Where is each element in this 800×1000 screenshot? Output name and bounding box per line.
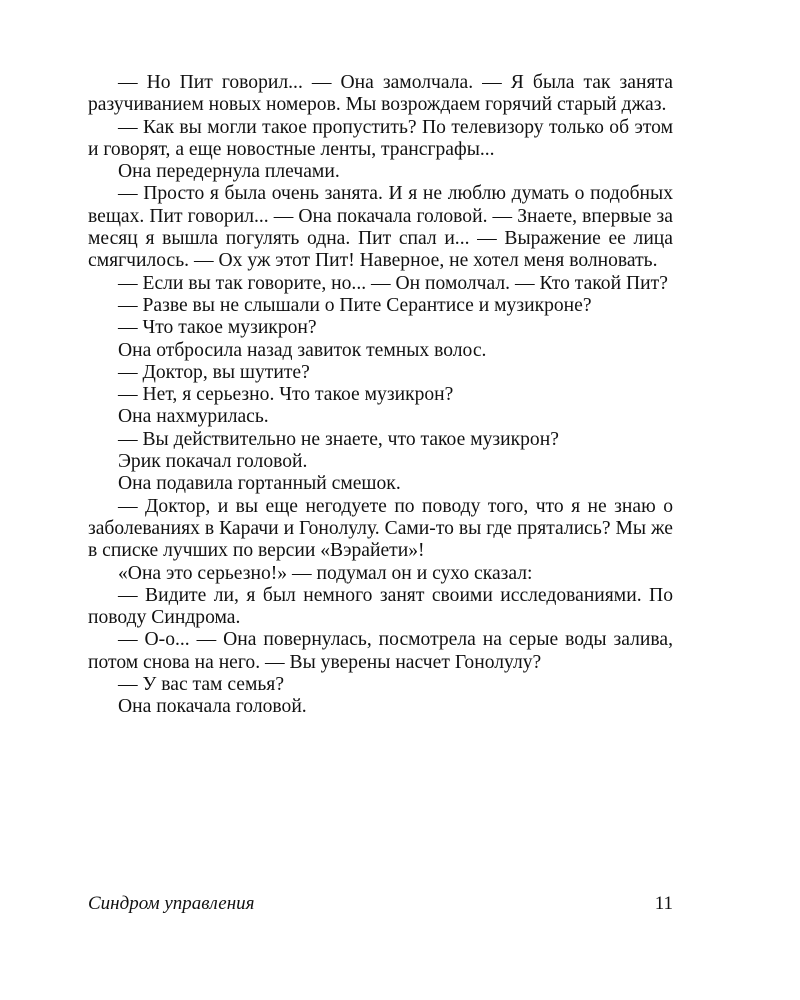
book-page-text xyxy=(88,72,673,719)
paragraph: Она нахмурилась. xyxy=(118,406,269,428)
paragraph: Она покачала головой. xyxy=(118,696,307,718)
paragraph: Она подавила гортанный смешок. xyxy=(118,473,401,495)
paragraph: — Просто я была очень занята. И я не люблю думать о подобных вещах. Пит говорил... — Она покачала головой. — Знаете, впервые за месяц я вышла погулять одна. Пит спал и... — Выражение ее лица смягчилось. — Ох уж этот Пит! Наверное, не хотел меня волновать. xyxy=(88,183,673,272)
paragraph: — Доктор, и вы еще негодуете по поводу того, что я не знаю о заболеваниях в Карачи и Гонолулу. Сами-то вы где прятались? Мы же в списке лучших по версии «Вэрайети»! xyxy=(88,495,673,562)
paragraph: — Видите ли, я был немного занят своими исследованиями. По поводу Синдрома. xyxy=(88,584,673,629)
paragraph: — Доктор, вы шутите? xyxy=(118,361,310,383)
paragraph: — Вы действительно не знаете, что такое музикрон? xyxy=(118,428,559,450)
paragraph: — У вас там семья? xyxy=(118,674,285,696)
paragraph: — Если вы так говорите, но... — Он помолчал. — Кто такой Пит? xyxy=(118,272,668,294)
paragraph: — Что такое музикрон? xyxy=(118,317,317,339)
paragraph: — Разве вы не слышали о Пите Серантисе и музикроне? xyxy=(118,294,592,316)
paragraph: Она отбросила назад завиток темных волос. xyxy=(118,339,487,361)
paragraph: Она передернула плечами. xyxy=(118,161,340,183)
paragraph: — О-о... — Она повернулась, посмотрела на серые воды залива, потом снова на него. — Вы уверены насчет Гонолулу? xyxy=(88,629,673,673)
page-footer xyxy=(88,893,673,915)
paragraph: Эрик покачал головой. xyxy=(118,451,308,473)
paragraph: — Но Пит говорил... — Она замолчала. — Я была так занята разучиванием новых номеров. Мы возрождаем горячий старый джаз. xyxy=(88,72,673,116)
paragraph: — Как вы могли такое пропустить? По телевизору только об этом и говорят, а еще новостные ленты, трансграфы... xyxy=(88,116,673,160)
paragraph: — Нет, я серьезно. Что такое музикрон? xyxy=(118,384,454,406)
paragraph: «Она это серьезно!» — подумал он и сухо сказал: xyxy=(118,562,533,584)
page-number: 11 xyxy=(654,893,673,914)
running-title: Синдром управления xyxy=(88,893,255,914)
